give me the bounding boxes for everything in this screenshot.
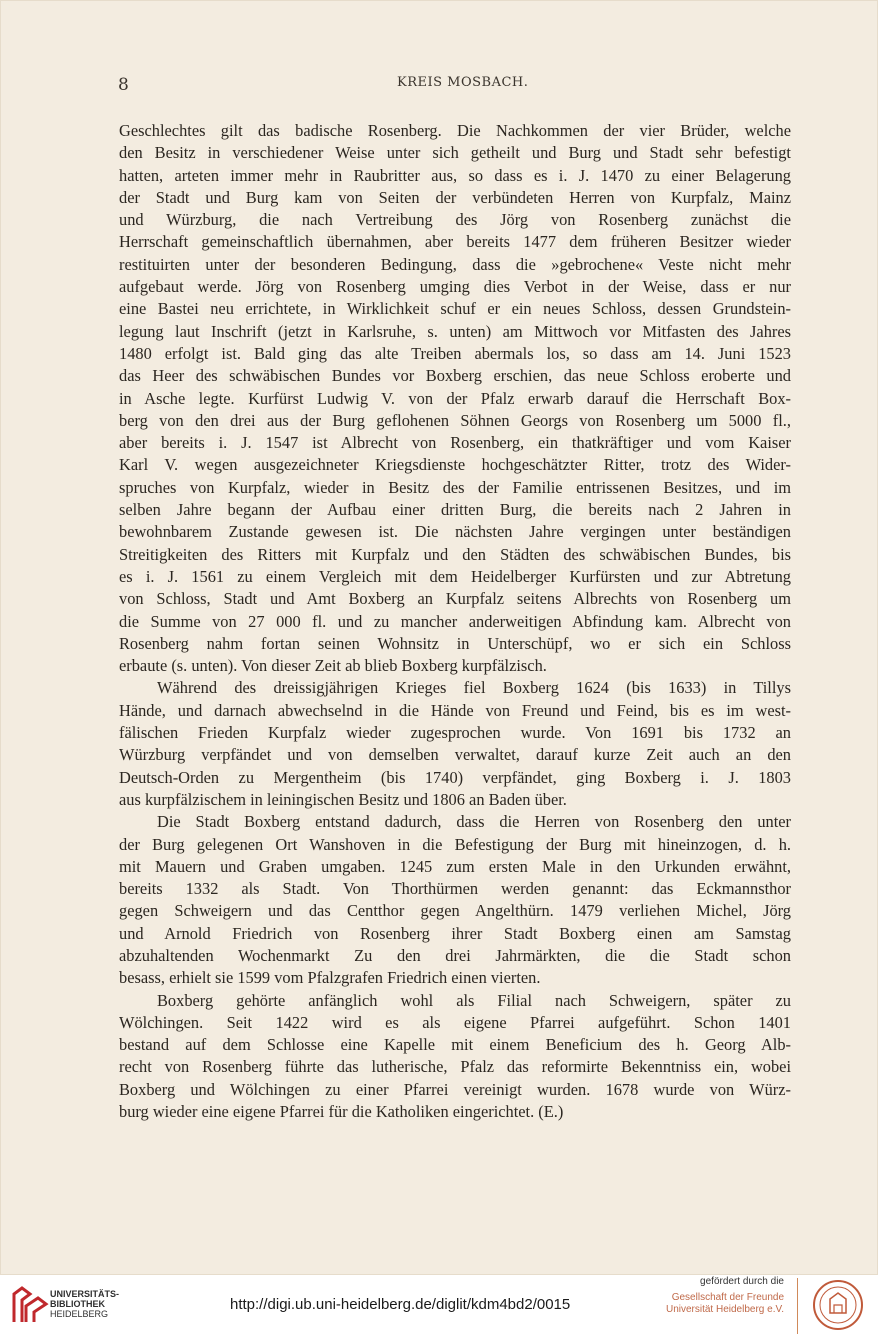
text-line: und Arnold Friedrich von Rosenberg ihrer Stadt Boxberg einen am Samstag (119, 923, 791, 943)
sponsor-organization[interactable] (666, 1292, 784, 1316)
text-line: der Stadt und Burg kam von Seiten der verbündeten Herren von Kurpfalz, Mainz (119, 187, 791, 207)
university-seal-icon (808, 1279, 868, 1331)
text-line: den Besitz in verschiedener Weise unter sich getheilt und Burg und Stadt sehr befestigt (119, 143, 791, 163)
text-line: in Asche legte. Kurfürst Ludwig V. von der Pfalz erwarb darauf die Herrschaft Box- (119, 388, 791, 408)
text-line: 1480 erfolgt ist. Bald ging das alte Treiben abermals los, so dass am 14. Juni 1523 (119, 343, 791, 363)
text-line: besass, erhielt sie 1599 vom Pfalzgrafen Friedrich einen vierten. (119, 968, 541, 988)
text-line: restituirten unter der besonderen Bedingung, dass die »gebrochene« Veste nicht mehr (119, 254, 791, 274)
text-line: gegen Schweigern und das Centthor gegen Angelthürn. 1479 verliehen Michel, Jörg (119, 901, 791, 921)
text-line: das Heer des schwäbischen Bundes vor Boxberg erschien, das neue Schloss eroberte und (119, 366, 791, 386)
text-line: Karl V. wegen ausgezeichneter Kriegsdienste hochgeschätzter Ritter, trotz des Wider- (119, 455, 791, 475)
text-line: Streitigkeiten des Ritters mit Kurpfalz und den Städten des schwäbischen Bundes, bis (119, 544, 791, 564)
text-line: bewohnbarem Zustande gewesen ist. Die nächsten Jahre vergingen unter beständigen (119, 522, 791, 542)
text-line: bereits 1332 als Stadt. Von Thorthürmen werden genannt: das Eckmannsthor (119, 879, 791, 899)
text-line: Hände, und darnach abwechselnd in die Hände von Freund und Feind, bis es im west- (119, 700, 791, 720)
text-line: der Burg gelegenen Ort Wanshoven in die Befestigung der Burg mit hineinzogen, d. h. (119, 834, 791, 854)
page-number: 8 (118, 75, 129, 95)
paragraph-3 (119, 811, 791, 989)
text-line: aufgebaut werde. Jörg von Rosenberg umging dies Verbot in der Weise, dass er nur (119, 277, 791, 297)
sponsor-line-2: Universität Heidelberg e.V. (665, 1304, 784, 1315)
text-line: berg von den drei aus der Burg geflohenen Söhnen Georgs von Rosenberg um 5000 fl., (119, 410, 791, 430)
viewer-footer (0, 1276, 878, 1336)
text-line: recht von Rosenberg führte das lutherische, Pfalz das reformirte Bekenntniss ein, wobei (119, 1057, 791, 1077)
text-line: Würzburg verpfändet und von demselben verwaltet, darauf kurze Zeit auch an den (119, 745, 791, 765)
text-line: Boxberg und Wölchingen zu einer Pfarrei vereinigt wurden. 1678 wurde von Würz- (119, 1079, 791, 1099)
text-line: selben Jahre begann der Aufbau einer dritten Burg, die bereits nach 2 Jahren in (119, 500, 791, 520)
text-line: abzuhaltenden Wochenmarkt Zu den drei Jahrmärkten, die die Stadt schon (119, 945, 791, 965)
text-line: erbaute (s. unten). Von dieser Zeit ab blieb Boxberg kurpfälzisch. (119, 656, 547, 676)
text-line: fälischen Frieden Kurpfalz wieder zugesprochen wurde. Von 1691 bis 1732 an (119, 723, 791, 743)
sponsor-lead-text: gefördert durch die (700, 1276, 784, 1287)
document-url-link[interactable]: http://digi.ub.uni-heidelberg.de/diglit/kdm4bd2/0015 (230, 1296, 571, 1313)
text-line: hatten, arteten immer mehr in Raubritter aus, so dass es i. J. 1470 zu einer Belagerung (119, 165, 791, 185)
text-line: Herrschaft gemeinschaftlich übernahmen, aber bereits 1477 dem früheren Besitzer wieder (119, 232, 791, 252)
text-line: von Schloss, Stadt und Amt Boxberg an Kurpfalz seitens Albrechts von Rosenberg um (119, 589, 791, 609)
text-line: Deutsch-Orden zu Mergentheim (bis 1740) verpfändet, ging Boxberg i. J. 1803 (119, 767, 791, 787)
text-line: mit Mauern und Graben umgaben. 1245 zum ersten Male in den Urkunden erwähnt, (119, 856, 791, 876)
text-line: Boxberg gehörte anfänglich wohl als Filial nach Schweigern, später zu (157, 990, 791, 1010)
text-line: es i. J. 1561 zu einem Vergleich mit dem Heidelberger Kurfürsten und zur Abtretung (119, 566, 791, 586)
text-line: Rosenberg nahm fortan seinen Wohnsitz in Unterschüpf, wo er sich ein Schloss (119, 633, 791, 653)
sponsor-line-1: Gesellschaft der Freunde (671, 1292, 784, 1303)
text-line: bestand auf dem Schlosse eine Kapelle mit einem Beneficium des h. Georg Alb- (119, 1035, 791, 1055)
text-line: Während des dreissigjährigen Krieges fiel Boxberg 1624 (bis 1633) in Tillys (157, 678, 791, 698)
university-library-name (50, 1289, 119, 1319)
text-line: und Würzburg, die nach Vertreibung des Jörg von Rosenberg zunächst die (119, 210, 791, 230)
text-line: burg wieder eine eigene Pfarrei für die Katholiken eingerichtet. (E.) (119, 1102, 564, 1122)
text-line: Geschlechtes gilt das badische Rosenberg. Die Nachkommen der vier Brüder, welche (119, 121, 791, 140)
university-library-logo-icon[interactable] (8, 1284, 52, 1328)
paragraph-2 (119, 677, 791, 811)
library-line-3: HEIDELBERG (50, 1309, 109, 1319)
text-line: eine Bastei neu errichtete, in Wirklichkeit schuf er ein neues Schloss, dessen Grundstein- (119, 299, 791, 319)
text-line: die Summe von 27 000 fl. und zu mancher anderweitigen Abfindung kam. Albrecht von (119, 611, 791, 631)
text-line: Wölchingen. Seit 1422 wird es als eigene Pfarrei aufgeführt. Schon 1401 (119, 1012, 791, 1032)
text-line: spruches von Kurpfalz, wieder in Besitz des der Familie entrissenen Besitzes, und im (119, 477, 791, 497)
paragraph-4 (119, 990, 791, 1124)
library-line-2: BIBLIOTHEK (50, 1299, 105, 1309)
library-line-1: UNIVERSITÄTS- (50, 1289, 120, 1299)
running-title: KREIS MOSBACH. (397, 75, 529, 90)
paragraph-1 (119, 120, 791, 677)
text-line: aber bereits i. J. 1547 ist Albrecht von Rosenberg, ein thatkräftiger und vom Kaiser (119, 433, 791, 453)
text-line: legung laut Inschrift (jetzt in Karlsruhe, s. unten) am Mittwoch vor Mitfasten des Jahres (119, 321, 791, 341)
body-text (119, 120, 791, 1123)
footer-divider (797, 1278, 798, 1334)
text-line: aus kurpfälzischem in leiningischen Besitz und 1806 an Baden über. (119, 789, 567, 809)
text-line: Die Stadt Boxberg entstand dadurch, dass die Herren von Rosenberg den unter (157, 812, 791, 832)
